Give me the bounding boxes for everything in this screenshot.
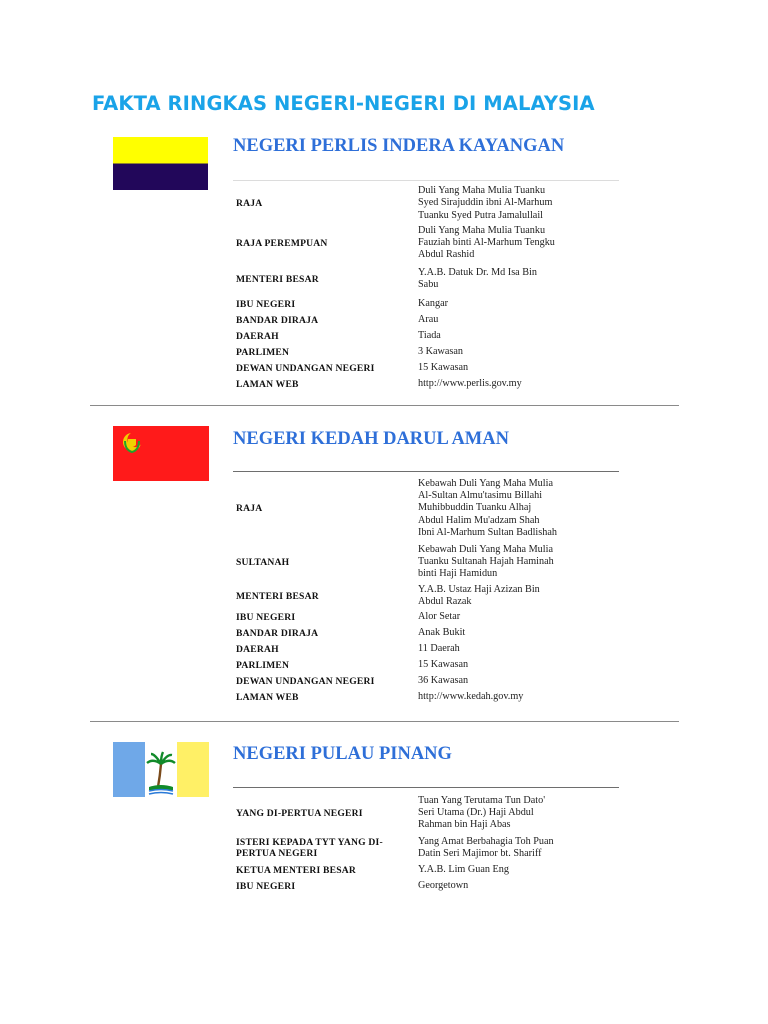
row-key: RAJA PEREMPUAN <box>236 237 328 249</box>
row-value: Y.A.B. Lim Guan Eng <box>418 863 509 875</box>
row-value: Alor Setar <box>418 610 461 622</box>
row-key: BANDAR DIRAJA <box>236 627 319 639</box>
row-key: DEWAN UNDANGAN NEGERI <box>236 675 375 687</box>
kedah-flag <box>113 426 209 481</box>
state-title: NEGERI PERLIS INDERA KAYANGAN <box>233 136 565 156</box>
table-row <box>236 296 636 312</box>
row-key: RAJA <box>236 198 263 209</box>
row-value: Tiada <box>418 329 441 341</box>
row-value: Tuan Yang Terutama Tun Dato' Seri Utama (Dr.) Haji Abdul Rahman bin Haji Abas <box>418 794 546 831</box>
row-value: Duli Yang Maha Mulia Tuanku Syed Sirajuddin ibni Al-Marhum Tuanku Syed Putra Jamalullail <box>418 185 553 221</box>
table-row <box>236 360 636 376</box>
table-row <box>236 625 636 641</box>
row-key: DAERAH <box>236 643 279 655</box>
table-row <box>236 792 636 834</box>
row-value: Duli Yang Maha Mulia Tuanku Fauziah binti Al-Marhum Tengku Abdul Rashid <box>418 224 555 261</box>
table-row <box>236 583 636 609</box>
table-row <box>236 476 636 541</box>
info-table <box>236 183 636 392</box>
section-separator <box>90 405 679 406</box>
row-key: IBU NEGERI <box>236 298 296 310</box>
penang-flag <box>113 742 209 797</box>
info-table <box>236 476 636 705</box>
table-row <box>236 312 636 328</box>
row-key: BANDAR DIRAJA <box>236 314 319 326</box>
state-title: NEGERI PULAU PINANG <box>233 744 452 764</box>
divider <box>233 180 619 181</box>
state-title: NEGERI KEDAH DARUL AMAN <box>233 429 509 449</box>
row-value: Kebawah Duli Yang Maha Mulia Al-Sultan Almu'tasimu Billahi Muhibbuddin Tuanku Alhaj Abdul Halim Mu'adzam Shah Ibni Al-Marhum Sultan Badlishah <box>418 477 557 538</box>
perlis-flag <box>113 137 208 190</box>
row-key: ISTERI KEPADA TYT YANG DI- PERTUA NEGERI <box>236 837 383 859</box>
row-key: KETUA MENTERI BESAR <box>236 864 357 876</box>
row-key: SULTANAH <box>236 556 290 568</box>
row-key: IBU NEGERI <box>236 611 296 623</box>
table-row <box>236 262 636 296</box>
row-value: 15 Kawasan <box>418 658 469 670</box>
table-row <box>236 862 636 878</box>
row-value: 15 Kawasan <box>418 361 469 373</box>
table-row <box>236 344 636 360</box>
table-row <box>236 224 636 262</box>
table-row <box>236 541 636 583</box>
row-value: Y.A.B. Datuk Dr. Md Isa Bin Sabu <box>418 266 537 290</box>
row-value: 11 Daerah <box>418 642 460 654</box>
page-title: FAKTA RINGKAS NEGERI-NEGERI DI MALAYSIA <box>92 92 595 115</box>
row-key: RAJA <box>236 503 263 514</box>
row-value: Anak Bukit <box>418 626 466 638</box>
table-row <box>236 328 636 344</box>
row-value: Y.A.B. Ustaz Haji Azizan Bin Abdul Razak <box>418 583 540 607</box>
table-row <box>236 878 636 894</box>
row-key: IBU NEGERI <box>236 880 296 892</box>
row-key: MENTERI BESAR <box>236 590 319 602</box>
row-key: MENTERI BESAR <box>236 273 319 285</box>
row-value[interactable]: http://www.perlis.gov.my <box>418 377 522 389</box>
table-row <box>236 183 636 224</box>
divider <box>233 787 619 788</box>
row-value: 3 Kawasan <box>418 345 463 357</box>
table-row <box>236 834 636 862</box>
row-value: Georgetown <box>418 879 469 891</box>
row-key: YANG DI-PERTUA NEGERI <box>236 807 363 819</box>
row-value: Yang Amat Berbahagia Toh Puan Datin Seri Majimor bt. Shariff <box>418 835 554 859</box>
row-key: PARLIMEN <box>236 659 290 671</box>
row-key: PARLIMEN <box>236 346 290 358</box>
table-row <box>236 609 636 625</box>
row-value: Arau <box>418 313 439 325</box>
row-key: LAMAN WEB <box>236 691 299 703</box>
table-row <box>236 376 636 392</box>
table-row <box>236 641 636 657</box>
table-row <box>236 673 636 689</box>
row-value: Kebawah Duli Yang Maha Mulia Tuanku Sultanah Hajah Haminah binti Haji Hamidun <box>418 543 554 580</box>
row-value[interactable]: http://www.kedah.gov.my <box>418 690 524 702</box>
table-row <box>236 689 636 705</box>
info-table <box>236 792 636 894</box>
row-key: LAMAN WEB <box>236 378 299 390</box>
row-key: DEWAN UNDANGAN NEGERI <box>236 362 375 374</box>
divider <box>233 471 619 472</box>
row-value: Kangar <box>418 297 448 309</box>
row-value: 36 Kawasan <box>418 674 469 686</box>
row-key: DAERAH <box>236 330 279 342</box>
table-row <box>236 657 636 673</box>
section-separator <box>90 721 679 722</box>
